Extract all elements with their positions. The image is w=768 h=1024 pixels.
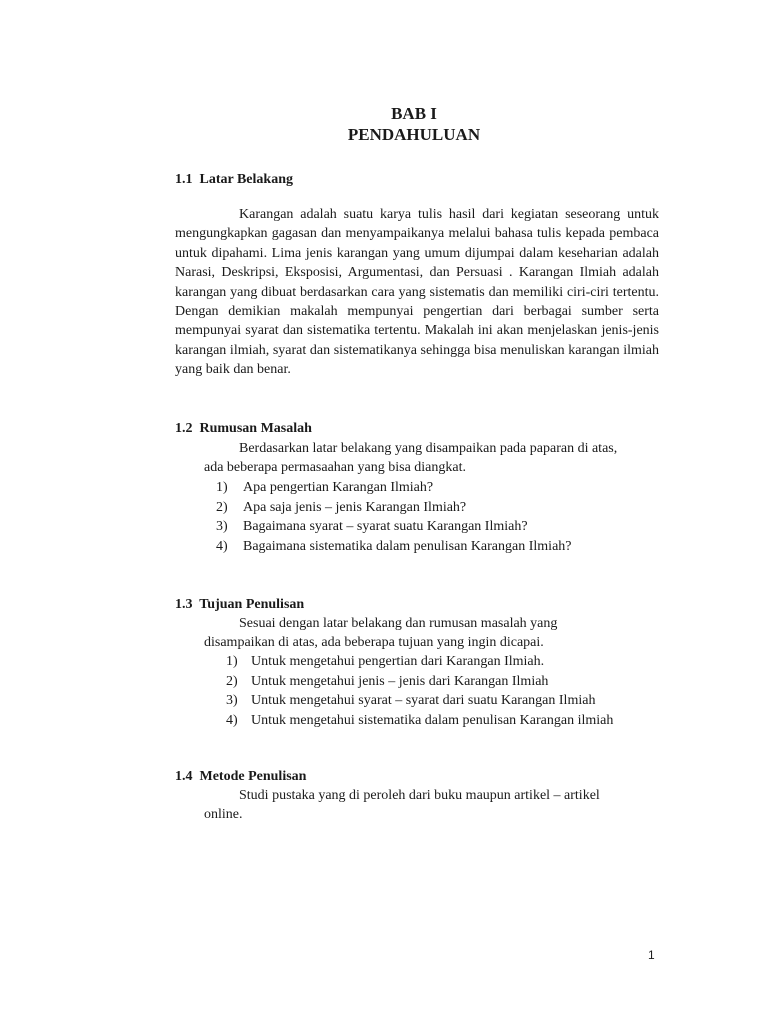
section-heading-rumusan-masalah: 1.2 Rumusan Masalah [175,421,312,436]
section-heading-tujuan-penulisan: 1.3 Tujuan Penulisan [175,597,305,612]
list-item-text: Untuk mengetahui pengertian dari Karangan Ilmiah. [251,654,545,669]
intro-tujuan-line-2: disampaikan di atas, ada beberapa tujuan yang ingin dicapai. [204,635,544,650]
page-number: 1 [648,948,655,962]
list-number: 2) [216,499,228,515]
tujuan-penulisan-list [226,652,613,730]
section-heading-latar-belakang: 1.1 Latar Belakang [175,172,293,187]
list-number: 1) [226,654,238,669]
list-item-text: Apa saja jenis – jenis Karangan Ilmiah? [243,499,467,515]
list-item [226,652,613,672]
list-item-text: Bagaimana syarat – syarat suatu Karangan Ilmiah? [243,519,528,535]
list-item [226,691,613,711]
list-item [216,537,572,557]
list-item [216,498,572,518]
paragraph-latar-belakang: Karangan adalah suatu karya tulis hasil dari kegiatan seseorang untuk mengungkapkan gagasan dan menyampaikanya melalui bahasa tulis kepada pembaca untuk dipahami. Lima jenis karangan yang umum dijumpai dalam keseharian adalah Narasi, Deskripsi, Eksposisi, Argumentasi, dan Persuasi . Karangan Ilmiah adalah karangan yang dibuat berdasarkan cara yang sistematis dan memiliki ciri-ciri tertentu. Dengan demikian makalah mempunyai pengertian dari berbagai sumber serta mempunyai syarat dan sistematika tertentu. Makalah ini akan menjelaskan jenis-jenis karangan ilmiah, syarat dan sistematikanya sehingga bisa menuliskan karangan ilmiah yang baik dan benar. [175,207,659,378]
list-item [216,517,572,537]
list-item [226,672,613,692]
chapter-title: BAB I [391,104,437,123]
intro-tujuan-line-1: Sesuai dengan latar belakang dan rumusan masalah yang [239,616,558,631]
metode-line-2: online. [204,807,243,822]
list-item-text: Apa pengertian Karangan Ilmiah? [243,480,434,495]
list-number: 1) [216,480,228,495]
list-number: 4) [216,538,228,554]
section-heading-metode-penulisan: 1.4 Metode Penulisan [175,769,307,784]
list-number: 2) [226,673,238,689]
list-item [216,478,572,498]
chapter-subtitle: PENDAHULUAN [347,125,481,144]
list-number: 3) [216,519,228,535]
list-item [226,711,613,731]
list-item-text: Bagaimana sistematika dalam penulisan Karangan Ilmiah? [243,538,572,554]
list-item-text: Untuk mengetahui sistematika dalam penulisan Karangan ilmiah [251,712,614,728]
intro-rumusan-line-1: Berdasarkan latar belakang yang disampaikan pada paparan di atas, [239,441,618,456]
metode-line-1: Studi pustaka yang di peroleh dari buku maupun artikel – artikel [239,788,600,803]
list-item-text: Untuk mengetahui syarat – syarat dari suatu Karangan Ilmiah [251,693,596,709]
list-number: 3) [226,693,238,709]
intro-rumusan-line-2: ada beberapa permasaahan yang bisa diangkat. [204,460,466,475]
rumusan-masalah-list [216,478,572,556]
list-number: 4) [226,712,238,728]
list-item-text: Untuk mengetahui jenis – jenis dari Karangan Ilmiah [251,673,549,689]
